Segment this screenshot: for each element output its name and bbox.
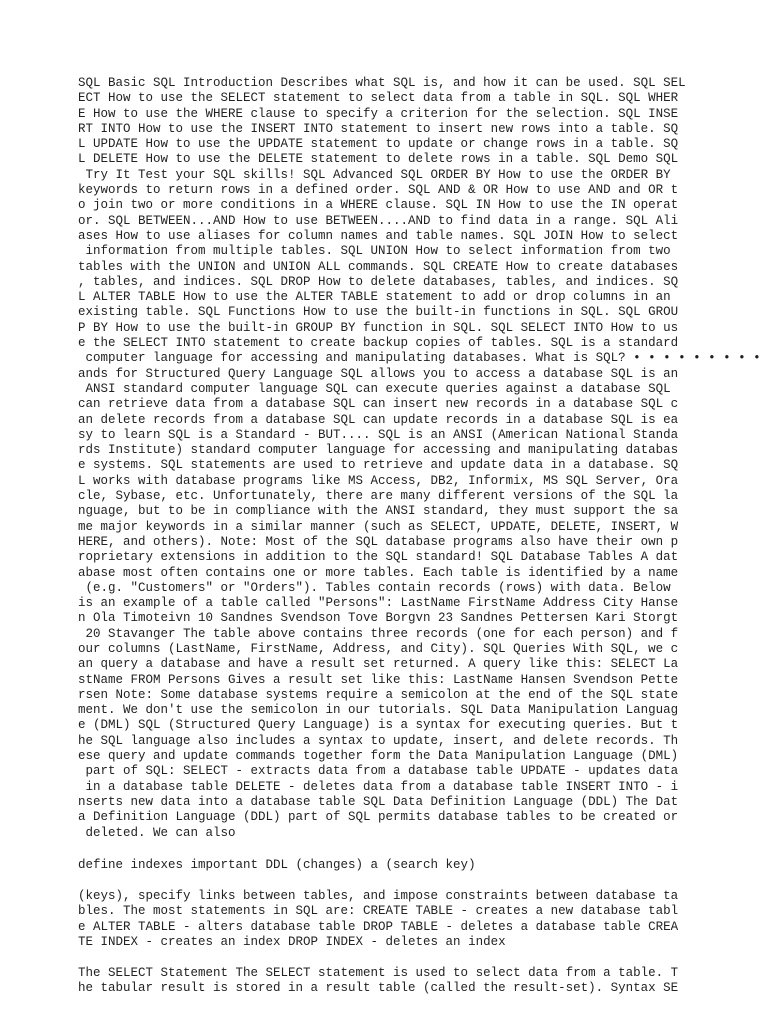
ddl-statements-paragraph: (keys), specify links between tables, and impose constraints between database ta bles. The most statements in SQL are: CREATE TABLE - creates a new database tabl e ALTER TABLE - alters database table DROP TABLE - deletes a database table CREA TE INDEX - creates an index DROP INDEX - deletes an index — [78, 889, 679, 949]
ddl-fragment-line: define indexes important DDL (changes) a (search key) — [78, 858, 476, 872]
select-statement-paragraph: The SELECT Statement The SELECT statement is used to select data from a table. T he tabular result is stored in a result table (called the result-set). Syntax SE — [78, 966, 679, 996]
sql-tutorial-main-text: SQL Basic SQL Introduction Describes what SQL is, and how it can be used. SQL SEL ECT How to use the SELECT statement to select data from a table in SQL. SQL WHER E How to use the WHERE clause to specify a criterion for the selection. SQL INSE RT INTO How to use the INSERT INTO statement to insert new rows into a table. SQ L UPDATE How to use the UPDATE statement to update or change rows in a table. SQ L DELETE How to use the DELETE statement to delete rows in a table. SQL Demo SQL Try It Test your SQL skills! SQL Advanced SQL ORDER BY How to use the ORDER BY keywords to return rows in a defined order. SQL AND & OR How to use AND and OR t o join two or more conditions in a WHERE clause. SQL IN How to use the IN operat or. SQL BETWEEN...AND How to use BETWEEN....AND to find data in a range. SQL Ali ases How to use aliases for column names and table names. SQL JOIN How to select information from multiple tables. SQL UNION How to select information from two tables with the UNION and UNION ALL commands. SQL CREATE How to create databases , tables, and indices. SQL DROP How to delete databases, tables, and indices. SQ L ALTER TABLE How to use the ALTER TABLE statement to add or drop columns in an existing table. SQL Functions How to use the built-in functions in SQL. SQL GROU P BY How to use the built-in GROUP BY function in SQL. SQL SELECT INTO How to us e the SELECT INTO statement to create backup copies of tables. SQL is a standard computer language for accessing and manipulating databases. What is SQL? • • • • • • • • • ands for Structured Query Language SQL allows you to access a database SQL is an ANSI standard computer language SQL can execute queries against a database SQL can retrieve data from a database SQL can insert new records in a database SQL c an delete records from a database SQL can update records in a database SQL is ea sy to learn SQL is a Standard - BUT.... SQL is an ANSI (American National Standa rds Institute) standard computer language for accessing and manipulating databas e systems. SQL statements are used to retrieve and update data in a database. SQ L works with database programs like MS Access, DB2, Informix, MS SQL Server, Ora cle, Sybase, etc. Unfortunately, there are many different versions of the SQL la nguage, but to be in compliance with the ANSI standard, they must support the sa me major keywords in a similar manner (such as SELECT, UPDATE, DELETE, INSERT, W HERE, and others). Note: Most of the SQL database programs also have their own p roprietary extensions in addition to the SQL standard! SQL Database Tables A dat abase most often contains one or more tables. Each table is identified by a name (e.g. "Customers" or "Orders"). Tables contain records (rows) with data. Below is an example of a table called "Persons": LastName FirstName Address City Hanse n Ola Timoteivn 10 Sandnes Svendson Tove Borgvn 23 Sandnes Pettersen Kari Storgt 20 Stavanger The table above contains three records (one for each person) and f our columns (LastName, FirstName, Address, and City). SQL Queries With SQL, we c an query a database and have a result set returned. A query like this: SELECT La stName FROM Persons Gives a result set like this: LastName Hansen Svendson Pette rsen Note: Some database systems require a semicolon at the end of the SQL state ment. We don't use the semicolon in our tutorials. SQL Data Manipulation Languag e (DML) SQL (Structured Query Language) is a syntax for executing queries. But t he SQL language also includes a syntax to update, insert, and delete records. Th ese query and update commands together form the Data Manipulation Language (DML) part of SQL: SELECT - extracts data from a database table UPDATE - updates data in a database table DELETE - deletes data from a database table INSERT INTO - i nserts new data into a database table SQL Data Definition Language (DDL) The Dat a Definition Language (DDL) part of SQL permits database tables to be created or deleted. We can also — [78, 76, 761, 840]
